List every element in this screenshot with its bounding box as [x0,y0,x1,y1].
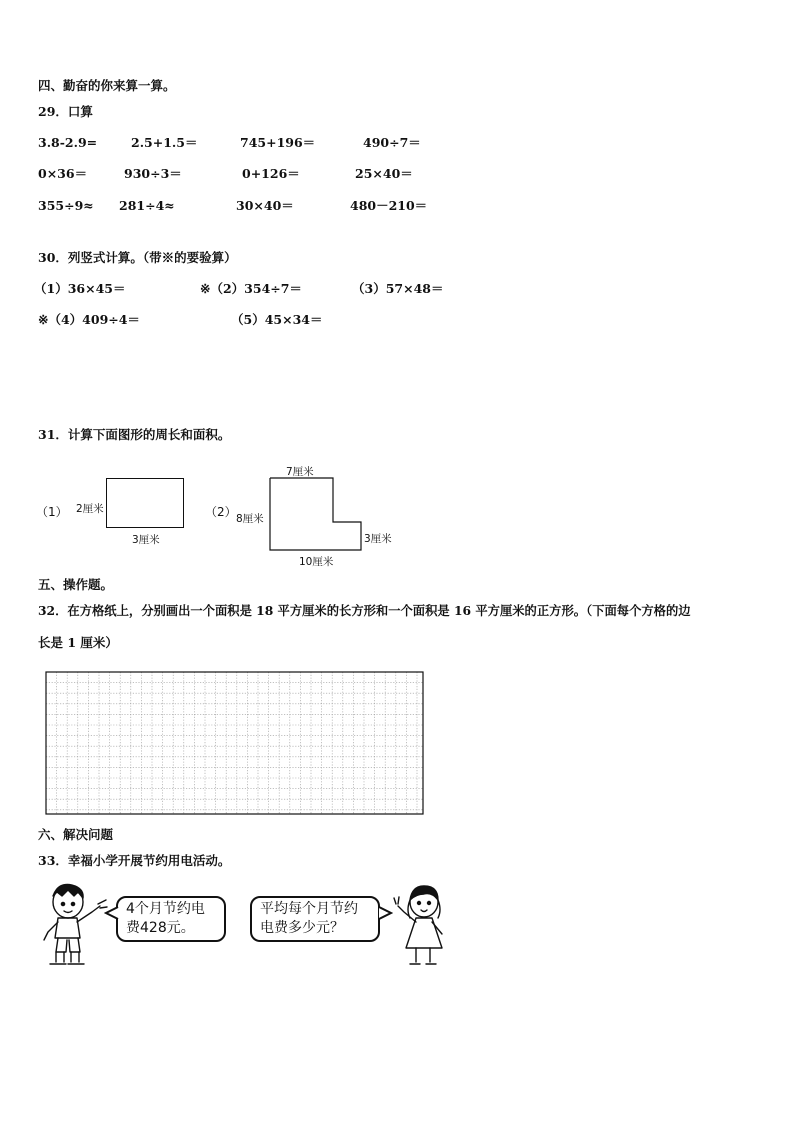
oral-calc-item: 2.5+1.5＝ [131,135,198,150]
boy-illustration [40,880,115,970]
vertical-calc-item: ※（4）409÷4＝ [38,312,140,327]
figure-2-label: （2） [205,505,237,519]
question-33-title: 33．幸福小学开展节约用电活动。 [38,853,231,868]
vertical-calc-item: （1）36×45＝ [34,281,126,296]
girl-bubble-line-1: 平均每个月节约 [260,901,358,917]
figure-2-left-label: 8厘米 [236,513,264,525]
vertical-calc-item: ※（2）354÷7＝ [200,281,302,296]
figure-1-bottom-label: 3厘米 [132,534,160,546]
figure-1-label: （1） [36,505,68,519]
section-6-heading: 六、解决问题 [38,827,114,842]
question-31-title: 31．计算下面图形的周长和面积。 [38,427,231,442]
figure-1-rectangle [106,478,184,528]
boy-bubble-line-1: 4个月节约电 [126,901,205,917]
question-32-line-1: 32．在方格纸上，分别画出一个面积是 18 平方厘米的长方形和一个面积是 16 平方厘米的正方形。（下面每个方格的边 [38,603,691,618]
boy-bubble-tail [104,905,120,921]
oral-calc-item: 480－210＝ [350,198,428,213]
section-5-heading: 五、操作题。 [38,577,114,592]
vertical-calc-item: （5）45×34＝ [231,312,323,327]
oral-calc-item: 745+196＝ [240,135,316,150]
girl-illustration [392,882,452,972]
boy-speech-bubble [116,896,226,942]
figure-2-right-label: 3厘米 [364,533,392,545]
oral-calc-item: 281÷4≈ [119,198,175,213]
figure-2-bottom-label: 10厘米 [299,556,334,568]
figure-1-side-label: 2厘米 [76,503,104,515]
girl-bubble-tail [377,905,393,921]
oral-calc-item: 30×40＝ [236,198,294,213]
oral-calc-item: 3.8-2.9= [38,135,98,150]
oral-calc-item: 930÷3＝ [124,166,182,181]
vertical-calc-item: （3）57×48＝ [352,281,444,296]
boy-bubble-line-2: 费428元。 [126,920,195,936]
oral-calc-item: 25×40＝ [355,166,413,181]
oral-calc-item: 355÷9≈ [38,198,94,213]
question-29-title: 29．口算 [38,104,93,119]
girl-speech-bubble [250,896,380,942]
question-32-line-2: 长是 1 厘米） [38,635,118,650]
oral-calc-item: 490÷7＝ [363,135,421,150]
section-4-heading: 四、勤奋的你来算一算。 [38,78,176,93]
grid-paper[interactable] [45,671,424,815]
figure-2-shape [268,476,364,552]
oral-calc-item: 0×36＝ [38,166,88,181]
oral-calc-item: 0+126＝ [242,166,300,181]
question-30-title: 30．列竖式计算。（带※的要验算） [38,250,237,265]
figure-2-top-label: 7厘米 [286,466,314,478]
girl-bubble-line-2: 电费多少元？ [260,920,344,936]
